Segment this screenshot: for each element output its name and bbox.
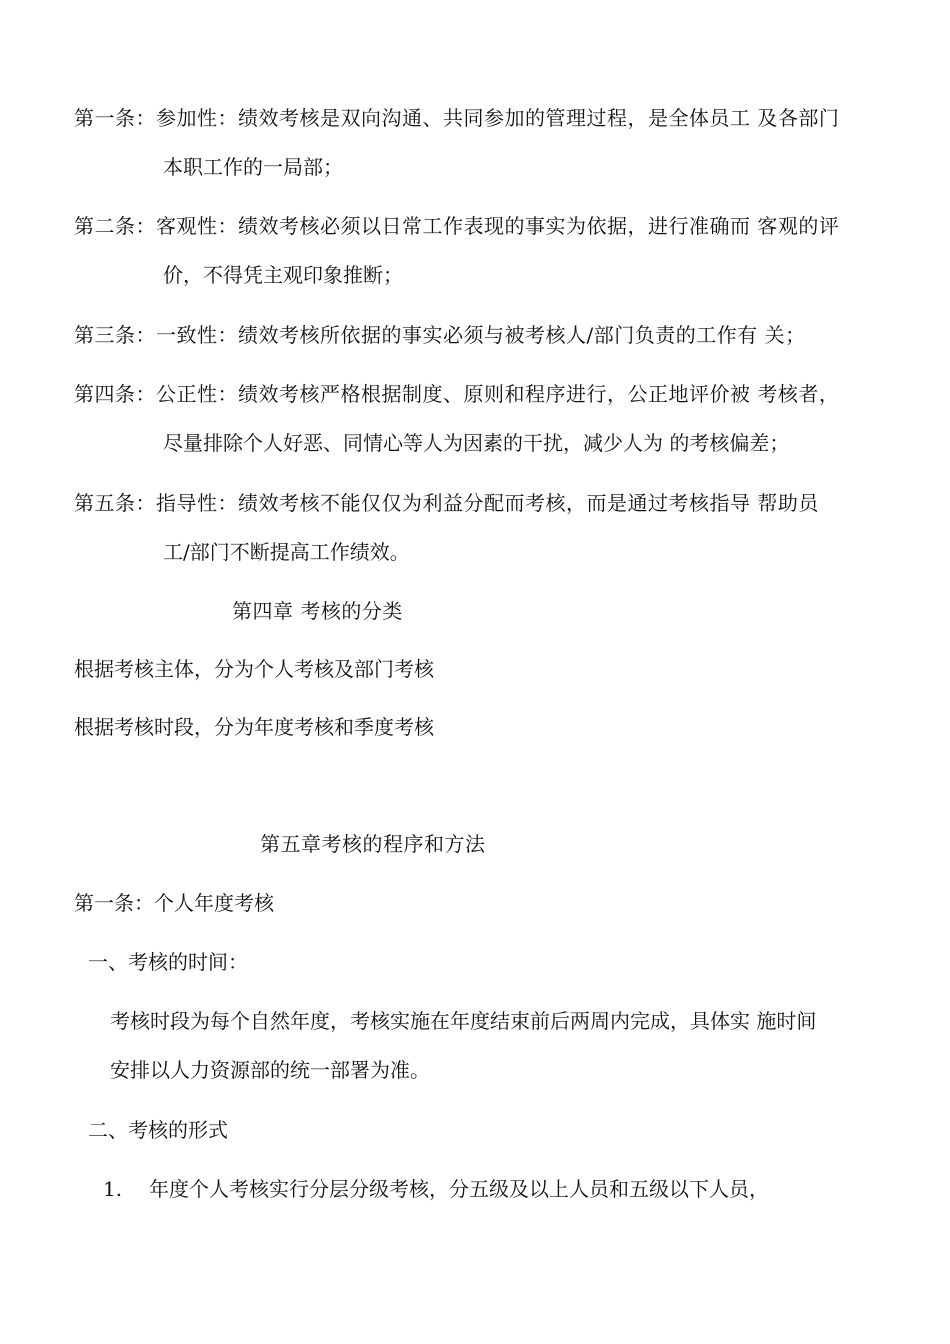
article-5-line-2: 工/部门不断提高工作绩效。 — [163, 540, 410, 564]
article-1-line-2: 本职工作的一局部； — [163, 155, 343, 179]
chapter-5-article-1-title: 第一条：个人年度考核 — [74, 891, 274, 915]
article-1-line-1: 第一条：参加性：绩效考核是双向沟通、共同参加的管理过程，是全体员工 及各部门 — [74, 106, 840, 130]
chapter-4-item-2: 根据考核时段，分为年度考核和季度考核 — [74, 715, 434, 739]
section-1-line-1: 考核时段为每个自然年度，考核实施在年度结束前后两周内完成，具体实 施时间 — [110, 1009, 817, 1033]
section-1-line-2: 安排以人力资源部的统一部署为准。 — [110, 1058, 430, 1082]
chapter-4-item-1: 根据考核主体，分为个人考核及部门考核 — [74, 657, 434, 681]
article-2-line-1: 第二条：客观性：绩效考核必须以日常工作表现的事实为依据，进行准确而 客观的评 — [74, 214, 840, 238]
section-1-heading: 一、考核的时间： — [88, 950, 248, 974]
section-2-heading: 二、考核的形式 — [88, 1118, 228, 1142]
item-text: 年度个人考核实行分层分级考核，分五级及以上人员和五级以下人员， — [149, 1177, 769, 1201]
article-2-line-2: 价，不得凭主观印象推断； — [163, 263, 403, 287]
article-4-line-2: 尽量排除个人好恶、同情心等人为因素的干扰，减少人为 的考核偏差； — [163, 431, 790, 455]
article-4-line-1: 第四条：公正性：绩效考核严格根据制度、原则和程序进行，公正地评价被 考核者， — [74, 382, 840, 406]
section-2-item-1 — [103, 1175, 769, 1203]
item-number: 1. — [103, 1177, 123, 1201]
chapter-5-title: 第五章考核的程序和方法 — [260, 832, 486, 856]
article-5-line-1: 第五条：指导性：绩效考核不能仅仅为利益分配而考核，而是通过考核指导 帮助员 — [74, 491, 819, 515]
chapter-4-title: 第四章 考核的分类 — [232, 599, 403, 623]
article-3-line-1: 第三条：一致性：绩效考核所依据的事实必须与被考核人/部门负责的工作有 关； — [74, 323, 806, 347]
